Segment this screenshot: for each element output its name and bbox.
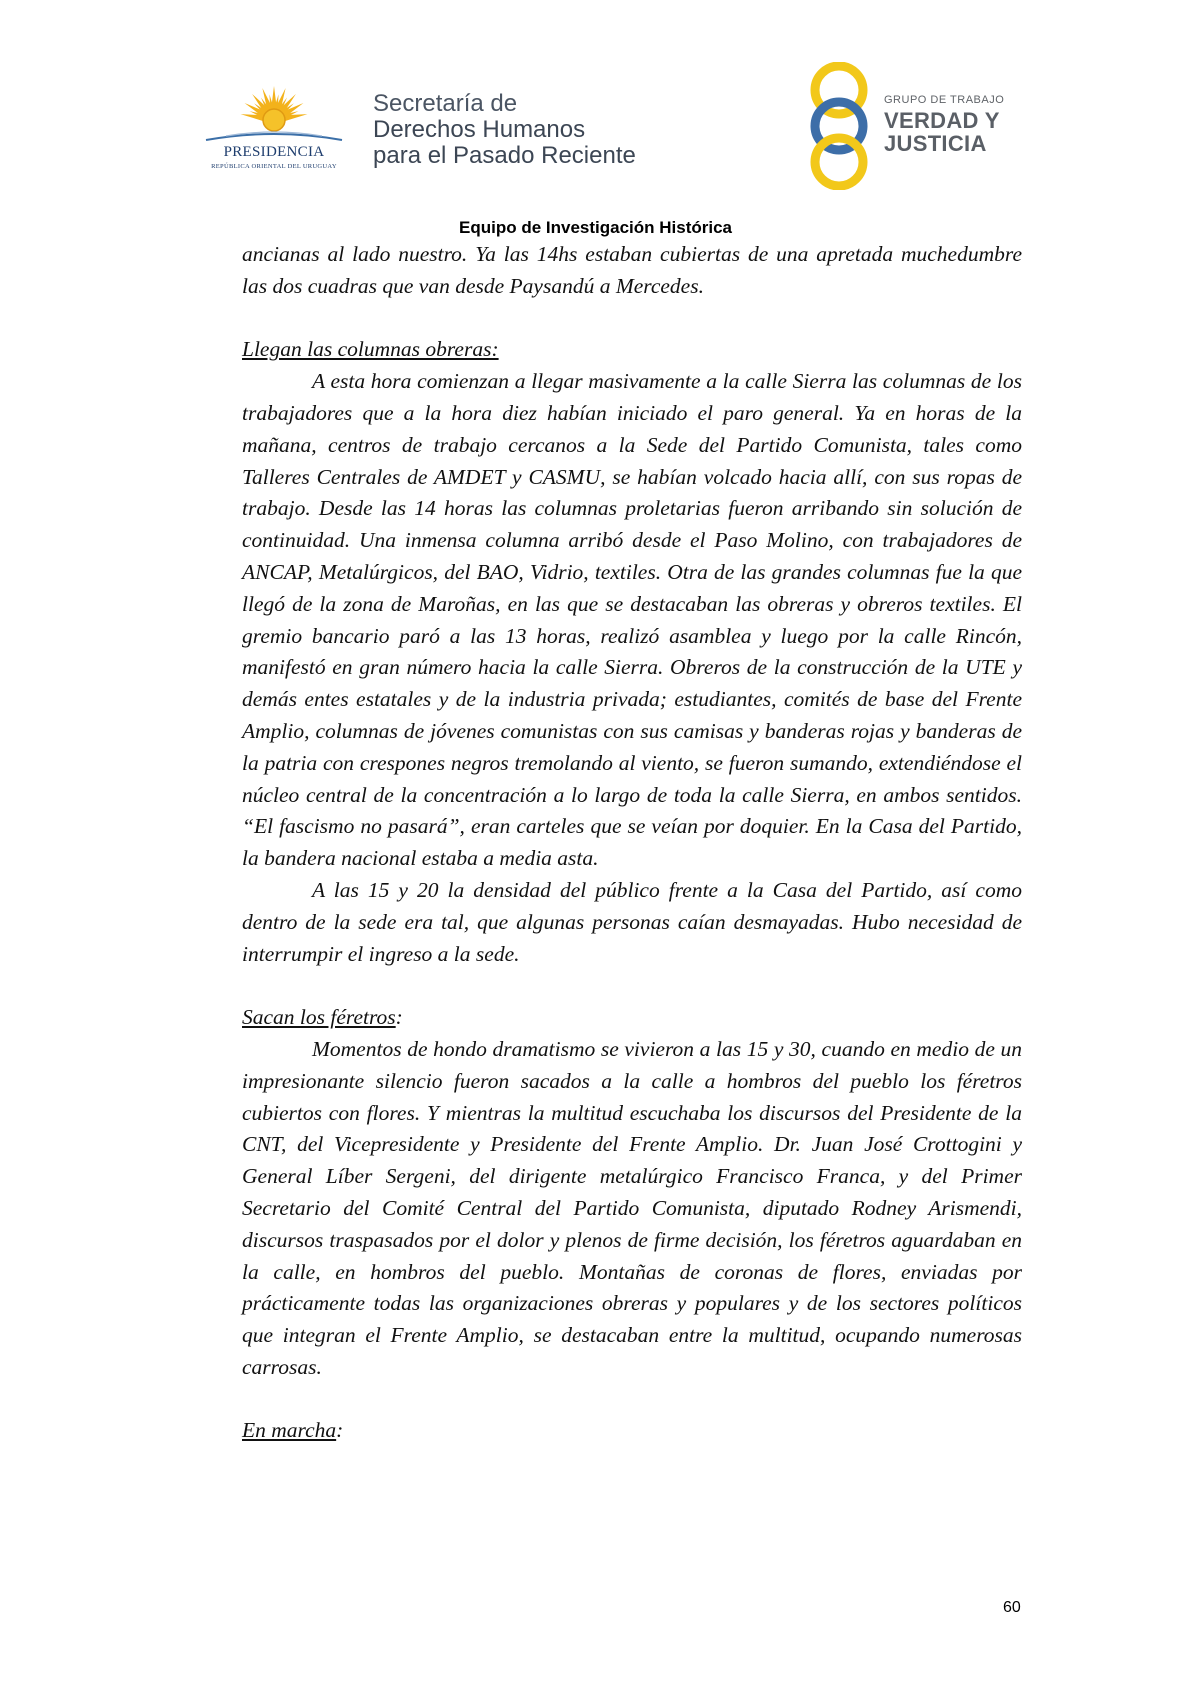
heading-marcha-text: En marcha (242, 1418, 337, 1443)
grupo-line3: JUSTICIA (884, 131, 987, 156)
sun-icon (196, 84, 352, 146)
document-body (242, 239, 1022, 1447)
rings-icon (806, 62, 876, 190)
secretaria-logo-text (373, 91, 636, 169)
verdad-justicia-logo (806, 62, 1036, 190)
section-heading-sacan (242, 1002, 1022, 1034)
grupo-line1: GRUPO DE TRABAJO (884, 94, 1005, 106)
secretaria-line1: Secretaría de (373, 90, 518, 117)
paragraph-llegan-1: A esta hora comienzan a llegar masivamente a la calle Sierra las columnas de los trabajadores que a la hora diez habían iniciado el paro general. Ya en horas de la mañana, centros de trabajo cercanos a la Sede del Partido Comunista, tales como Talleres Centrales de AMDET y CASMU, se habían volcado hacia allí, con sus ropas de trabajo. Desde las 14 horas las columnas proletarias fueron arribando sin solución de continuidad. Una inmensa columna arribó desde el Paso Molino, con trabajadores de ANCAP, Metalúrgicos, del BAO, Vidrio, textiles. Otra de las grandes columnas fue la que llegó de la zona de Maroñas, en las que se destacaban las obreras y obreros textiles. El gremio bancario paró a las 13 horas, realizó asamblea y luego por la calle Rincón, manifestó en gran número hacia la calle Sierra. Obreros de la construcción de la UTE y demás entes estatales y de la industria privada; estudiantes, comités de base del Frente Amplio, columnas de jóvenes comunistas con sus camisas y banderas rojas y banderas de la patria con crespones negros tremolando al viento, se fueron sumando, extendiéndose el núcleo central de la concentración a lo largo de toda la calle Sierra, en ambos sentidos. “El fascismo no pasará”, eran carteles que se veían por doquier. En la Casa del Partido, la bandera nacional estaba a media asta. (242, 369, 1022, 871)
blank-line (242, 1384, 1022, 1416)
heading-llegan-text: Llegan las columnas obreras: (242, 337, 499, 362)
paragraph-llegan-2: A las 15 y 20 la densidad del público frente a la Casa del Partido, así como dentro de la sede era tal, que algunas personas caían desmayadas. Hubo necesidad de interrumpir el ingreso a la sede. (242, 877, 1022, 966)
heading-sacan-text: Sacan los féretros (242, 1005, 396, 1030)
section-heading-llegan (242, 334, 1022, 366)
page-number: 60 (1003, 1599, 1021, 1616)
heading-marcha-colon: : (336, 1418, 344, 1443)
heading-sacan-colon: : (395, 1005, 403, 1030)
grupo-line2: VERDAD Y (884, 108, 1000, 133)
paragraph-continuation: ancianas al lado nuestro. Ya las 14hs estaban cubiertas de una apretada muchedumbre las dos cuadras que van desde Paysandú a Mercedes. (242, 242, 1022, 298)
secretaria-line2: Derechos Humanos (373, 116, 586, 143)
blank-line (242, 303, 1022, 335)
paragraph-sacan: Momentos de hondo dramatismo se vivieron a las 15 y 30, cuando en medio de un impresionante silencio fueron sacados a la calle a hombros del pueblo los féretros cubiertos con flores. Y mientras la multitud escuchaba los discursos del Presidente de la CNT, del Vicepresidente y Presidente del Frente Amplio. Dr. Juan José Crottogini y General Líber Sergeni, del dirigente metalúrgico Francisco Franca, y del Primer Secretario del Comité Central del Partido Comunista, diputado Rodney Arismendi, discursos traspasados por el dolor y plenos de firme decisión, los féretros aguardaban en la calle, en hombros del pueblo. Montañas de coronas de flores, enviadas por prácticamente todas las organizaciones obreras y populares y de los sectores políticos que integran el Frente Amplio, se destacaban entre la multitud, ocupando numerosas carrosas. (242, 1036, 1022, 1379)
blank-line (242, 970, 1022, 1002)
team-title: Equipo de Investigación Histórica (459, 218, 732, 237)
presidencia-logo (196, 84, 352, 174)
secretaria-line3: para el Pasado Reciente (373, 142, 636, 169)
presidencia-subtitle: REPÚBLICA ORIENTAL DEL URUGUAY (211, 163, 337, 170)
presidencia-name: PRESIDENCIA (223, 144, 325, 160)
section-heading-marcha (242, 1415, 1022, 1447)
